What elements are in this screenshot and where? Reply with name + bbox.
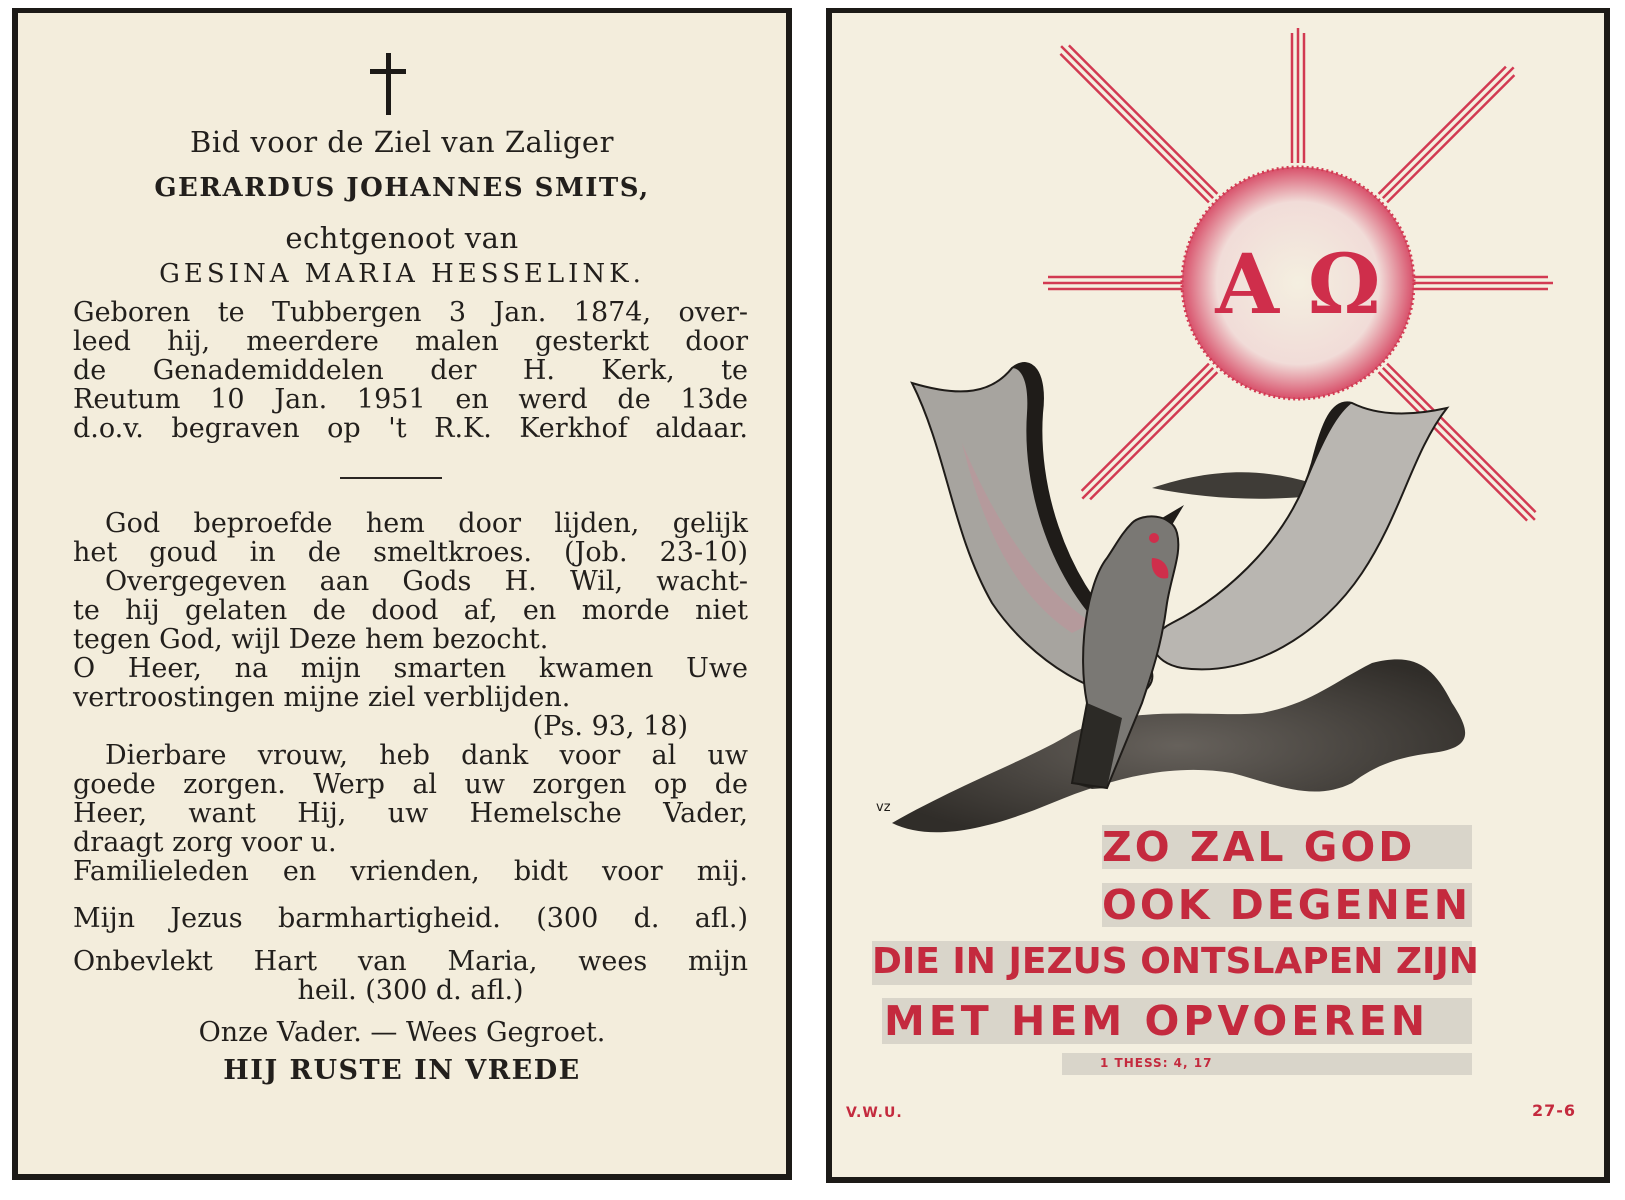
divider: [340, 477, 442, 479]
cross-icon: [370, 53, 406, 115]
bio-line: leed hij, meerdere malen gesterkt door: [73, 326, 748, 357]
text-line: het goud in de smeltkroes. (Job. 23-10): [73, 537, 748, 568]
bio-line: d.o.v. begraven op 't R.K. Kerkhof aldaar.: [73, 413, 748, 444]
prayer-2-line: Onbevlekt Hart van Maria, wees mijn: [73, 946, 748, 977]
text-line: te hij gelaten de dood af, en morde niet: [73, 595, 748, 626]
bio-line: Geboren te Tubbergen 3 Jan. 1874, over-: [73, 297, 748, 328]
verse-line: DIE IN JEZUS ONTSLAPEN ZIJN: [872, 941, 1479, 982]
memorial-card-image-side: [826, 8, 1610, 1183]
text-line: goede zorgen. Werp al uw zorgen op de: [73, 769, 748, 800]
relation-text: echtgenoot van: [285, 221, 519, 255]
alpha-omega-symbol: A Ω: [1215, 237, 1381, 333]
text-line: draagt zorg voor u.: [73, 827, 337, 858]
text-line: Dierbare vrouw, heb dank voor al uw: [105, 740, 748, 771]
card-number: 27-6: [1532, 1101, 1577, 1120]
text-line: God beproefde hem door lijden, gelijk: [105, 508, 748, 539]
biography: [73, 298, 748, 443]
bio-line: Reutum 10 Jan. 1951 en werd de 13de: [73, 384, 748, 415]
verse-line: OOK DEGENEN: [1102, 881, 1472, 929]
closing-prayer: Onze Vader. — Wees Gegroet.: [198, 1017, 606, 1048]
prayer-2-line: heil. (300 d. afl.): [297, 975, 524, 1006]
deceased-name: GERARDUS JOHANNES SMITS,: [154, 173, 650, 203]
cloud-shape: [892, 659, 1465, 832]
memorial-card-text-side: [12, 8, 792, 1180]
prayer-2: [73, 947, 748, 1005]
verse-line: ZO ZAL GOD: [1102, 823, 1416, 871]
text-line: Familieleden en vrienden, bidt voor mij.: [73, 856, 748, 887]
right-wing: [1154, 402, 1447, 669]
prayer-1-line: Mijn Jezus barmhartigheid. (300 d. afl.): [73, 903, 748, 934]
bio-line: de Genademiddelen der H. Kerk, te: [73, 355, 748, 386]
text-line: O Heer, na mijn smarten kwamen Uwe: [73, 653, 748, 684]
publisher-mark: V.W.U.: [846, 1105, 903, 1121]
verse-line: MET HEM OPVOEREN: [884, 997, 1430, 1045]
prayer-intro: Bid voor de Ziel van Zaliger: [190, 125, 614, 159]
memorial-text: [73, 509, 748, 886]
text-line: tegen God, wijl Deze hem bezocht.: [73, 624, 549, 655]
spouse-name: GESINA MARIA HESSELINK.: [159, 259, 645, 289]
bible-reference: 1 THESS: 4, 17: [1100, 1056, 1213, 1070]
text-line: (Ps. 93, 18): [532, 711, 688, 742]
text-line: Overgegeven aan Gods H. Wil, wacht-: [105, 566, 748, 597]
text-line: Heer, want Hij, uw Hemelsche Vader,: [73, 798, 748, 829]
text-line: vertroostingen mijne ziel verblijden.: [73, 682, 571, 713]
artist-mark: vz: [876, 800, 891, 815]
rest-in-peace: HIJ RUSTE IN VREDE: [223, 1055, 581, 1086]
prayer-1: [73, 904, 748, 933]
